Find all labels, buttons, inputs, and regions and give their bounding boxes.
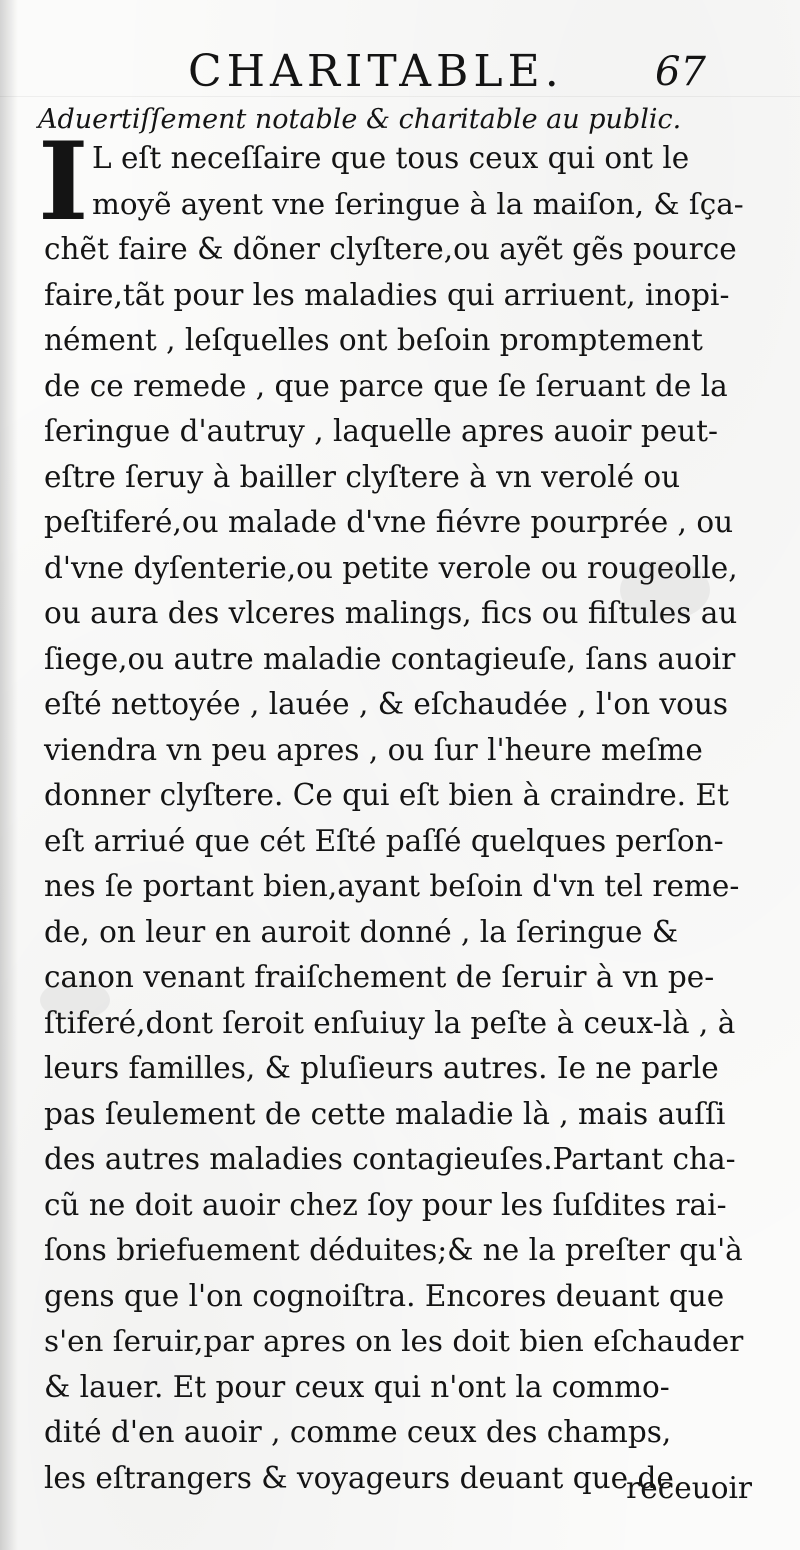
- text-line: ſons briefuement déduites;& ne la preſter qu'à: [44, 1233, 743, 1267]
- section-subheading: Aduertiſſement notable & charitable au public.: [38, 104, 682, 135]
- text-line: eſtre ſeruy à bailler clyſtere à vn verolé ou: [44, 459, 681, 494]
- text-line: d'vne dyſenterie,ou petite verole ou rougeolle,: [44, 550, 738, 585]
- text-line: dité d'en auoir , comme ceux des champs,: [44, 1415, 672, 1449]
- text-line: gens que l'on cognoiſtra. Encores deuant que: [44, 1278, 725, 1313]
- text-line: de ce remede , que parce que ſe ſeruant de la: [44, 368, 728, 403]
- catchword: receuoir: [626, 1471, 752, 1505]
- drop-cap: I: [38, 119, 89, 245]
- text-line: & lauer. Et pour ceux qui n'ont la commo-: [44, 1369, 670, 1404]
- text-line: de, on leur en auroit donné , la ſeringue &: [44, 914, 679, 949]
- text-line: eſté nettoyée , lauée , & eſchaudée , l'on vous: [44, 687, 729, 721]
- text-line: chẽt faire & dõner clyſtere,ou ayẽt gẽs pource: [44, 232, 737, 266]
- text-line: ou aura des vlceres malings, fics ou fiſtules au: [44, 596, 738, 630]
- text-line: ſtiferé,dont ſeroit enſuiuy la peſte à ceux-là , à: [44, 1005, 736, 1040]
- text-line: moyẽ ayent vne ſeringue à la maiſon, & ſça-: [92, 186, 744, 221]
- page-number: 67: [655, 49, 706, 95]
- text-line: pas ſeulement de cette maladie là , mais auſſi: [44, 1096, 726, 1131]
- text-line: les eſtrangers & voyageurs deuant que de: [44, 1460, 674, 1495]
- text-line: eſt arriué que cét Eſté paſſé quelques perſon-: [44, 823, 724, 858]
- text-line: ſiege,ou autre maladie contagieuſe, ſans auoir: [44, 641, 736, 676]
- text-line: peſtiferé,ou malade d'vne fiévre pourprée , ou: [44, 505, 734, 539]
- text-line: viendra vn peu apres , ou ſur l'heure meſme: [44, 732, 703, 767]
- text-line: cũ ne doit auoir chez ſoy pour les ſuſdites rai-: [44, 1187, 727, 1222]
- text-line: des autres maladies contagieuſes.Partant cha-: [44, 1142, 736, 1176]
- header-rule: [0, 96, 800, 97]
- page-gutter-shadow: [0, 0, 18, 1550]
- running-head: [0, 44, 800, 100]
- text-line: leurs familles, & pluſieurs autres. Ie ne parle: [44, 1051, 719, 1085]
- text-line: nes ſe portant bien,ayant beſoin d'vn tel reme-: [44, 869, 740, 903]
- text-line: s'en ſeruir,par apres on les doit bien eſchauder: [44, 1324, 744, 1358]
- text-line: donner clyſtere. Ce qui eſt bien à craindre. Et: [44, 778, 729, 812]
- running-title: CHARITABLE.: [188, 46, 564, 97]
- text-line: canon venant fraiſchement de ſeruir à vn pe-: [44, 960, 715, 994]
- text-line: faire,tãt pour les maladies qui arriuent, inopi-: [44, 277, 730, 312]
- body-text: [44, 136, 744, 1501]
- text-line: nément , leſquelles ont beſoin promptement: [44, 323, 703, 357]
- text-line: L eſt neceſſaire que tous ceux qui ont le: [92, 141, 690, 175]
- text-line: ſeringue d'autruy , laquelle apres auoir peut-: [44, 414, 719, 448]
